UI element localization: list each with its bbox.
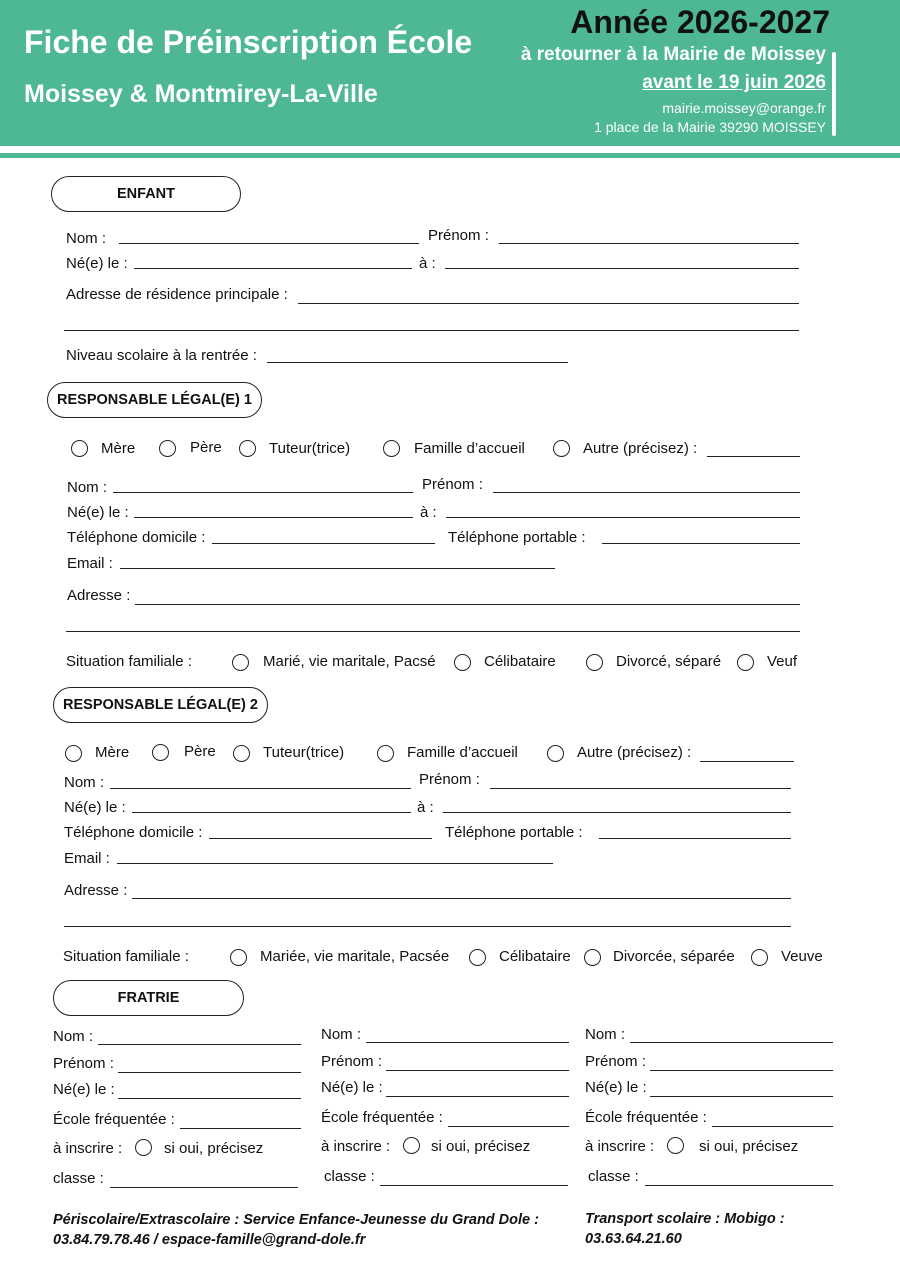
form-subtitle: Moissey & Montmirey-La-Ville	[24, 80, 378, 108]
fratrie-1-si-oui-label: si oui, précisez	[164, 1140, 264, 1157]
section-fratrie: FRATRIE	[53, 980, 244, 1016]
resp1-tuteur-label: Tuteur(trice)	[269, 440, 351, 457]
resp1-tuteur-radio[interactable]	[239, 440, 256, 457]
fratrie-1-prenom-field[interactable]	[118, 1072, 301, 1073]
fratrie-2-inscrire-label: à inscrire :	[321, 1138, 391, 1155]
resp1-prenom-field[interactable]	[493, 492, 800, 493]
fratrie-3-prenom-label: Prénom :	[585, 1053, 646, 1070]
resp2-adresse-field-2[interactable]	[64, 926, 791, 927]
enfant-niveau-label: Niveau scolaire à la rentrée :	[66, 347, 257, 364]
resp2-tel-port-label: Téléphone portable :	[445, 824, 583, 841]
resp2-famille-radio[interactable]	[377, 745, 394, 762]
resp2-tel-dom-label: Téléphone domicile :	[64, 824, 203, 841]
resp1-prenom-label: Prénom :	[422, 476, 483, 493]
fratrie-2-ne-le-field[interactable]	[386, 1096, 569, 1097]
fratrie-3-ecole-label: École fréquentée :	[585, 1109, 707, 1126]
resp1-a-label: à :	[420, 504, 437, 521]
enfant-lieu-field[interactable]	[445, 268, 799, 269]
resp1-nom-label: Nom :	[67, 479, 108, 496]
enfant-adresse-field[interactable]	[298, 303, 799, 304]
footer-periscolaire: Périscolaire/Extrascolaire : Service Enfance-Jeunesse du Grand Dole :	[53, 1212, 539, 1228]
resp2-famille-label: Famille d’accueil	[407, 744, 518, 761]
fratrie-3-classe-field[interactable]	[645, 1185, 833, 1186]
deadline: avant le 19 juin 2026	[642, 72, 826, 93]
fratrie-2-ecole-field[interactable]	[448, 1126, 569, 1127]
resp2-mere-label: Mère	[95, 744, 130, 761]
footer-transport-contact: 03.63.64.21.60	[585, 1231, 682, 1247]
resp1-email-field[interactable]	[120, 568, 555, 569]
resp2-celibataire-label: Célibataire	[499, 948, 571, 965]
resp1-situation-label: Situation familiale :	[66, 653, 192, 670]
resp2-adresse-label: Adresse :	[64, 882, 128, 899]
fratrie-1-classe-label: classe :	[53, 1170, 104, 1187]
contact-email: mairie.moissey@orange.fr	[662, 100, 826, 116]
resp2-pere-radio[interactable]	[152, 744, 169, 761]
footer-periscolaire-contact: 03.84.79.78.46 / espace-famille@grand-dole.fr	[53, 1232, 366, 1248]
resp1-adresse-field-2[interactable]	[66, 631, 800, 632]
section-responsable-2: RESPONSABLE LÉGAL(E) 2	[53, 687, 268, 723]
fratrie-2-nom-label: Nom :	[321, 1026, 362, 1043]
contact-address: 1 place de la Mairie 39290 MOISSEY	[594, 119, 826, 135]
fratrie-1-ne-le-label: Né(e) le :	[53, 1081, 115, 1098]
fratrie-2-prenom-label: Prénom :	[321, 1053, 382, 1070]
resp2-mere-radio[interactable]	[65, 745, 82, 762]
resp2-veuve-radio[interactable]	[751, 949, 768, 966]
resp1-ne-le-label: Né(e) le :	[67, 504, 129, 521]
section-responsable-1: RESPONSABLE LÉGAL(E) 1	[47, 382, 262, 418]
resp1-divorce-label: Divorcé, séparé	[616, 653, 722, 670]
fratrie-1-ne-le-field[interactable]	[118, 1098, 301, 1099]
resp2-celibataire-radio[interactable]	[469, 949, 486, 966]
resp1-email-label: Email :	[67, 555, 113, 572]
resp2-a-label: à :	[417, 799, 434, 816]
return-instruction: à retourner à la Mairie de Moissey	[520, 44, 826, 65]
fratrie-1-ecole-field[interactable]	[180, 1128, 301, 1129]
resp2-email-field[interactable]	[117, 863, 553, 864]
fratrie-3-prenom-field[interactable]	[650, 1070, 833, 1071]
resp2-divorcee-radio[interactable]	[584, 949, 601, 966]
resp1-marie-label: Marié, vie maritale, Pacsé	[263, 653, 436, 670]
fratrie-3-classe-label: classe :	[588, 1168, 639, 1185]
resp1-marie-radio[interactable]	[232, 654, 249, 671]
resp1-tel-port-field[interactable]	[602, 543, 800, 544]
resp2-veuve-label: Veuve	[781, 948, 823, 965]
fratrie-3-nom-label: Nom :	[585, 1026, 626, 1043]
resp2-situation-label: Situation familiale :	[63, 948, 189, 965]
fratrie-1-nom-field[interactable]	[98, 1044, 301, 1045]
resp1-veuf-radio[interactable]	[737, 654, 754, 671]
resp1-adresse-label: Adresse :	[67, 587, 131, 604]
resp1-pere-label: Père	[190, 439, 222, 456]
enfant-nom-field[interactable]	[119, 243, 419, 244]
fratrie-1-ecole-label: École fréquentée :	[53, 1111, 175, 1128]
enfant-ne-le-label: Né(e) le :	[66, 255, 128, 272]
resp2-prenom-field[interactable]	[490, 788, 791, 789]
resp1-lieu-field[interactable]	[446, 517, 800, 518]
school-year: Année 2026-2027	[570, 4, 830, 40]
resp2-adresse-field[interactable]	[132, 898, 791, 899]
resp1-mere-radio[interactable]	[71, 440, 88, 457]
fratrie-2-classe-field[interactable]	[380, 1185, 568, 1186]
resp1-pere-radio[interactable]	[159, 440, 176, 457]
resp2-lieu-field[interactable]	[443, 812, 791, 813]
fratrie-2-ecole-label: École fréquentée :	[321, 1109, 443, 1126]
resp2-autre-label: Autre (précisez) :	[577, 744, 692, 761]
fratrie-2-si-oui-label: si oui, précisez	[431, 1138, 531, 1155]
fratrie-3-si-oui-label: si oui, précisez	[699, 1138, 799, 1155]
fratrie-2-inscrire-radio[interactable]	[403, 1137, 420, 1154]
enfant-prenom-field[interactable]	[499, 243, 799, 244]
fratrie-3-ecole-field[interactable]	[712, 1126, 833, 1127]
fratrie-2-prenom-field[interactable]	[386, 1070, 569, 1071]
resp2-ne-le-field[interactable]	[132, 812, 411, 813]
enfant-niveau-field[interactable]	[267, 362, 568, 363]
resp2-mariee-radio[interactable]	[230, 949, 247, 966]
resp2-tuteur-label: Tuteur(trice)	[263, 744, 345, 761]
enfant-nom-label: Nom :	[66, 230, 107, 247]
fratrie-3-inscrire-label: à inscrire :	[585, 1138, 655, 1155]
fratrie-1-inscrire-label: à inscrire :	[53, 1140, 123, 1157]
resp1-nom-field[interactable]	[113, 492, 413, 493]
resp1-tel-dom-label: Téléphone domicile :	[67, 529, 206, 546]
fratrie-2-ne-le-label: Né(e) le :	[321, 1079, 383, 1096]
resp1-celibataire-label: Célibataire	[484, 653, 556, 670]
fratrie-1-prenom-label: Prénom :	[53, 1055, 114, 1072]
fratrie-1-nom-label: Nom :	[53, 1028, 94, 1045]
form-title: Fiche de Préinscription École	[24, 24, 473, 60]
fratrie-2-nom-field[interactable]	[366, 1042, 569, 1043]
enfant-adresse-label: Adresse de résidence principale :	[66, 286, 288, 303]
resp2-email-label: Email :	[64, 850, 110, 867]
enfant-prenom-label: Prénom :	[428, 227, 489, 244]
resp1-famille-label: Famille d’accueil	[414, 440, 525, 457]
header-divider	[0, 153, 900, 158]
resp2-ne-le-label: Né(e) le :	[64, 799, 126, 816]
resp1-autre-field[interactable]	[707, 456, 800, 457]
resp2-divorcee-label: Divorcée, séparée	[613, 948, 735, 965]
resp2-autre-radio[interactable]	[547, 745, 564, 762]
resp2-nom-field[interactable]	[110, 788, 411, 789]
enfant-ne-le-field[interactable]	[134, 268, 412, 269]
resp2-autre-field[interactable]	[700, 761, 794, 762]
resp1-tel-dom-field[interactable]	[212, 543, 435, 544]
resp1-ne-le-field[interactable]	[134, 517, 413, 518]
resp1-celibataire-radio[interactable]	[454, 654, 471, 671]
fratrie-3-ne-le-label: Né(e) le :	[585, 1079, 647, 1096]
resp2-tuteur-radio[interactable]	[233, 745, 250, 762]
resp1-divorce-radio[interactable]	[586, 654, 603, 671]
fratrie-3-nom-field[interactable]	[630, 1042, 833, 1043]
resp2-tel-port-field[interactable]	[599, 838, 791, 839]
fratrie-3-ne-le-field[interactable]	[650, 1096, 833, 1097]
section-enfant: ENFANT	[51, 176, 241, 212]
resp2-pere-label: Père	[184, 743, 216, 760]
enfant-adresse-field-2[interactable]	[64, 330, 799, 331]
fratrie-2-classe-label: classe :	[324, 1168, 375, 1185]
resp1-veuf-label: Veuf	[767, 653, 798, 670]
resp2-prenom-label: Prénom :	[419, 771, 480, 788]
resp1-mere-label: Mère	[101, 440, 136, 457]
resp2-nom-label: Nom :	[64, 774, 105, 791]
header-accent-bar	[832, 52, 836, 136]
resp1-autre-label: Autre (précisez) :	[583, 440, 698, 457]
footer-transport: Transport scolaire : Mobigo :	[585, 1211, 785, 1227]
resp2-tel-dom-field[interactable]	[209, 838, 432, 839]
resp1-adresse-field[interactable]	[135, 604, 800, 605]
fratrie-1-classe-field[interactable]	[110, 1187, 298, 1188]
resp1-tel-port-label: Téléphone portable :	[448, 529, 586, 546]
resp2-mariee-label: Mariée, vie maritale, Pacsée	[260, 948, 450, 965]
fratrie-1-inscrire-radio[interactable]	[135, 1139, 152, 1156]
resp1-autre-radio[interactable]	[553, 440, 570, 457]
fratrie-3-inscrire-radio[interactable]	[667, 1137, 684, 1154]
resp1-famille-radio[interactable]	[383, 440, 400, 457]
enfant-a-label: à :	[419, 255, 436, 272]
